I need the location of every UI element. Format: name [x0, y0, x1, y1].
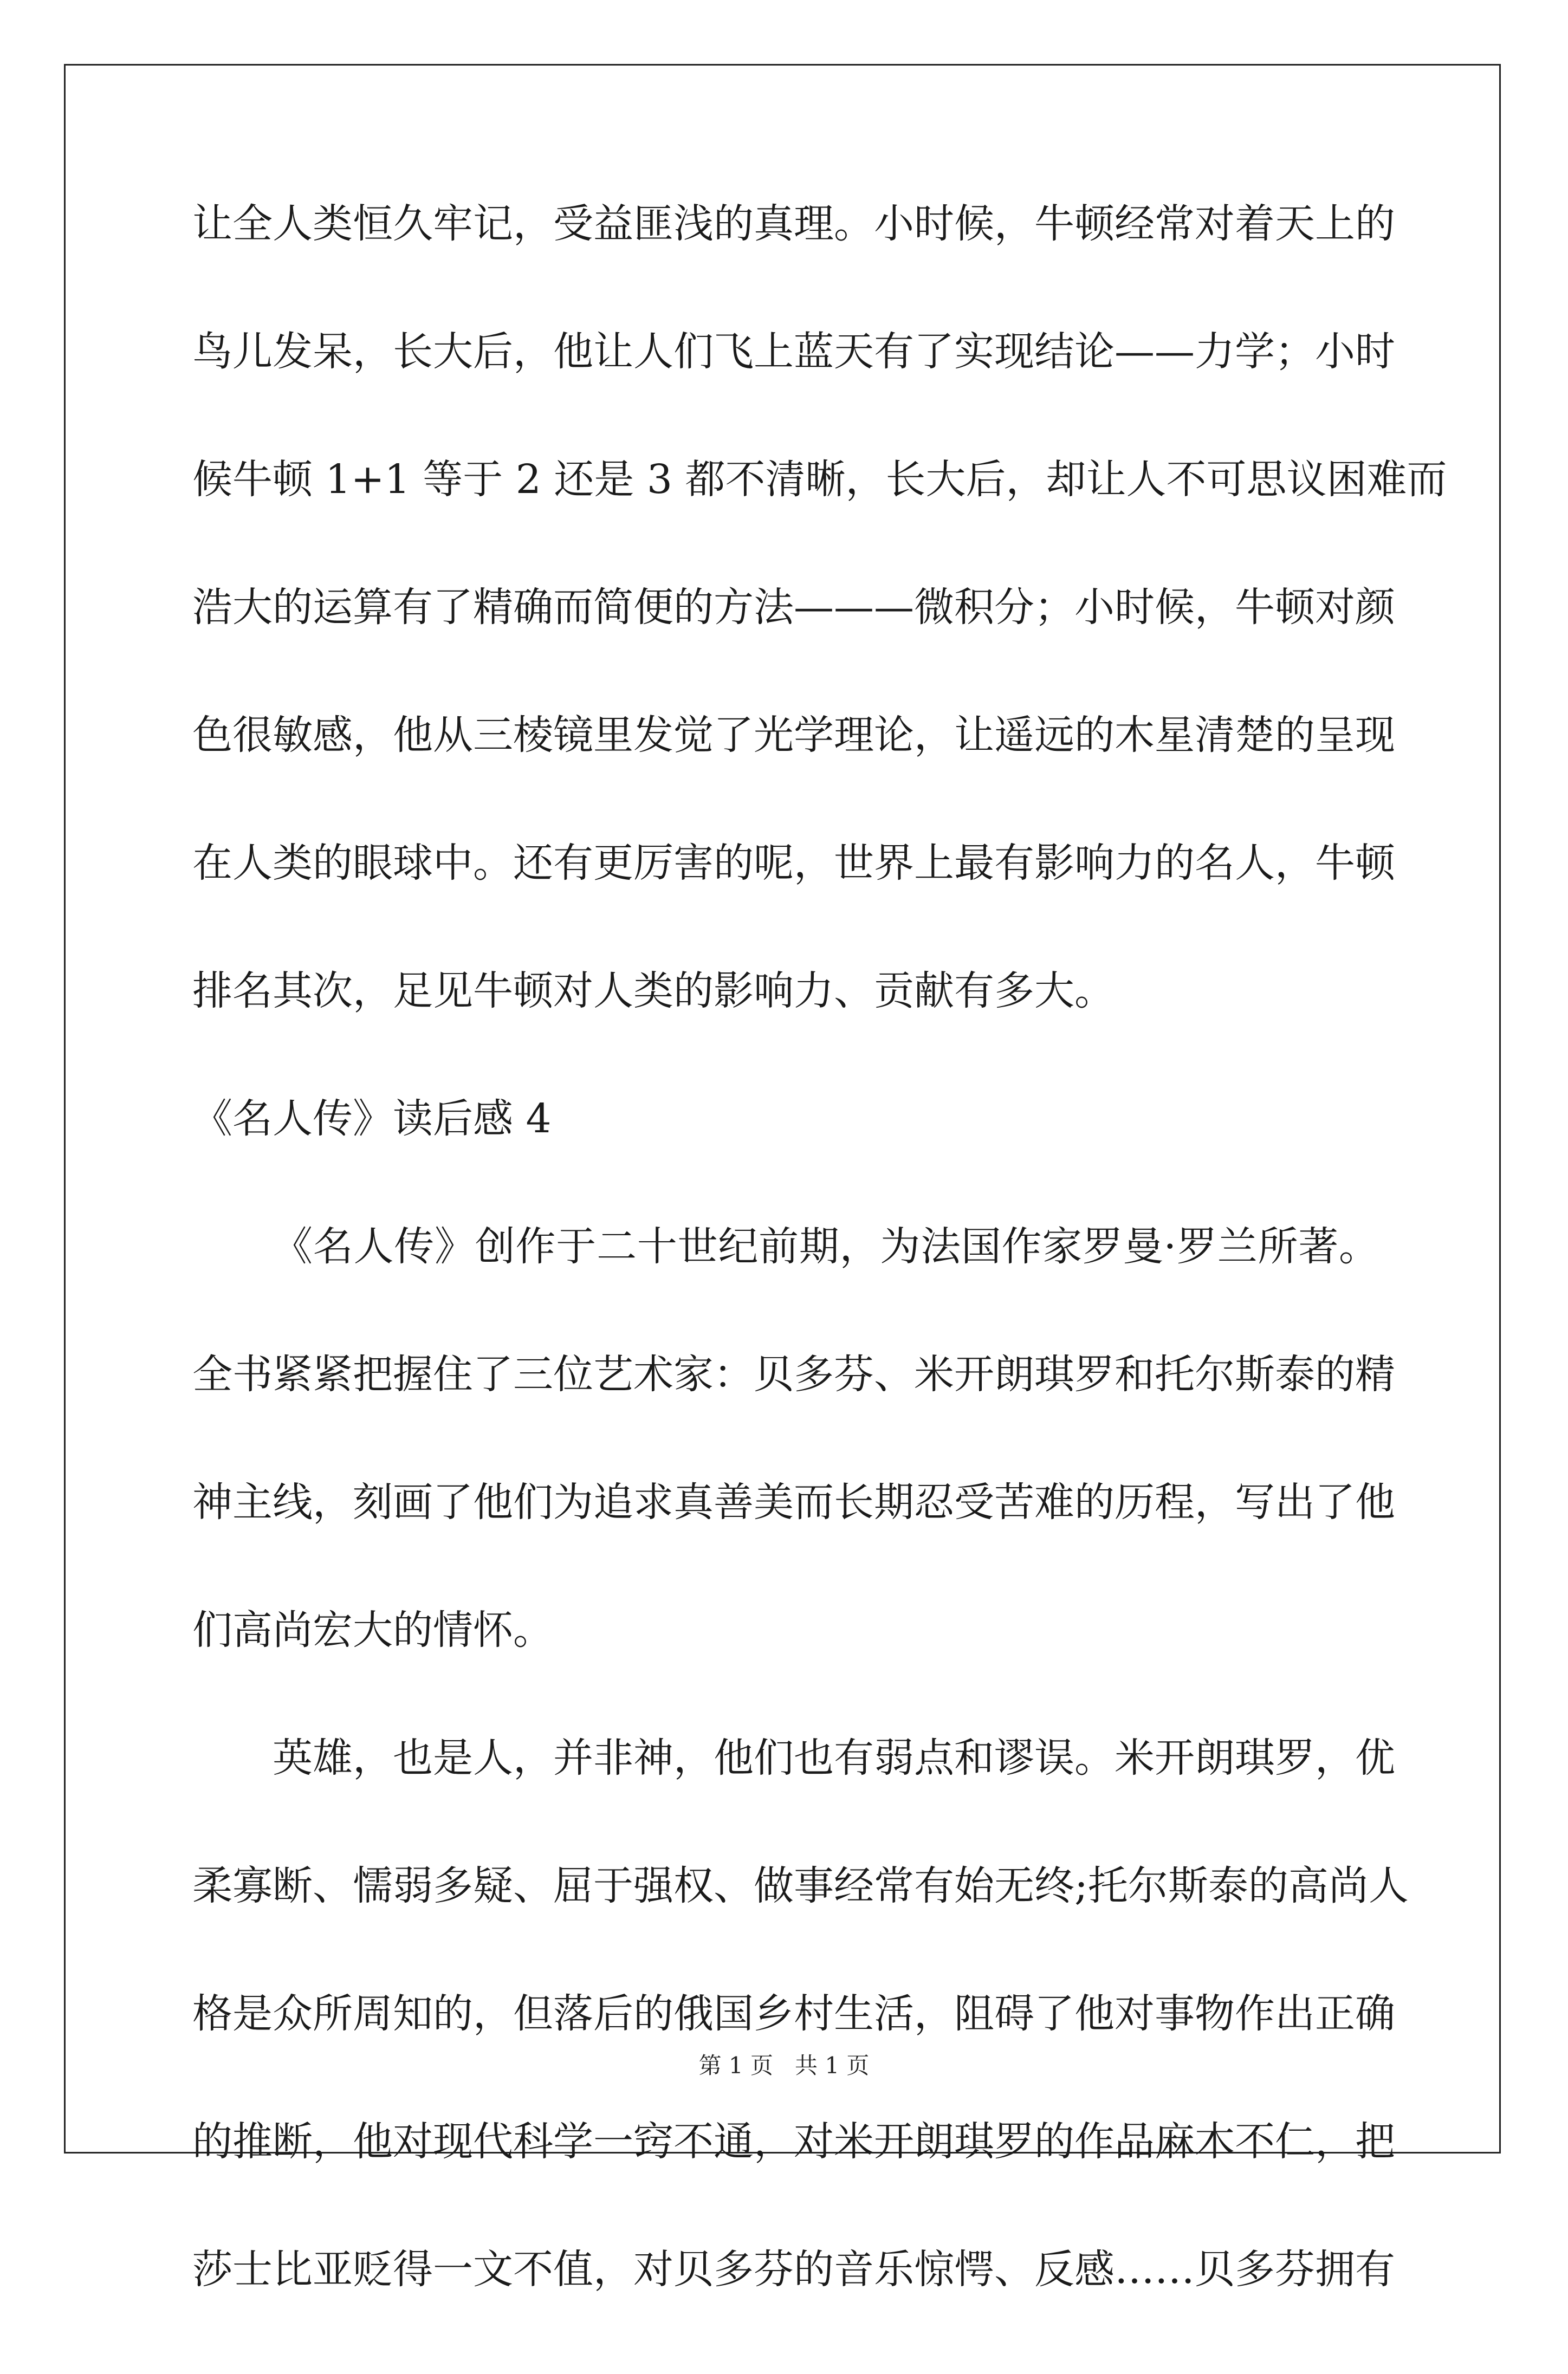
page-footer — [0, 2052, 1568, 2079]
paragraph-line: 色很敏感，他从三棱镜里发觉了光学理论，让遥远的木星清楚的呈现 — [192, 712, 1395, 758]
page-total: 共 1 页 — [795, 2052, 870, 2079]
paragraph-line: 莎士比亚贬得一文不值，对贝多芬的音乐惊愕、反感……贝多芬拥有 — [192, 2246, 1395, 2293]
paragraph-line: 排名其次，足见牛顿对人类的影响力、贡献有多大。 — [192, 968, 1115, 1014]
paragraph-line: 们高尚宏大的情怀。 — [192, 1607, 553, 1653]
page-number: 第 1 页 — [698, 2052, 773, 2079]
paragraph-line: 的推断，他对现代科学一窍不通，对米开朗琪罗的作品麻木不仁，把 — [192, 2118, 1395, 2165]
paragraph-line: 候牛顿 1+1 等于 2 还是 3 都不清晰，长大后，却让人不可思议困难而 — [192, 456, 1447, 503]
paragraph-line: 鸟儿发呆，长大后，他让人们飞上蓝天有了实现结论——力学；小时 — [192, 328, 1395, 375]
section-heading: 《名人传》读后感 4 — [192, 1095, 552, 1142]
paragraph-line: 全书紧紧把握住了三位艺术家：贝多芬、米开朗琪罗和托尔斯泰的精 — [192, 1351, 1395, 1398]
paragraph-line: 浩大的运算有了精确而简便的方法———微积分；小时候，牛顿对颜 — [192, 584, 1395, 631]
document-body — [192, 200, 1447, 2374]
paragraph-line: 《名人传》创作于二十世纪前期，为法国作家罗曼·罗兰所著。 — [273, 1223, 1379, 1270]
paragraph-line: 格是众所周知的，但落后的俄国乡村生活，阻碍了他对事物作出正确 — [192, 1990, 1395, 2037]
paragraph-line: 让全人类恒久牢记，受益匪浅的真理。小时候，牛顿经常对着天上的 — [192, 200, 1395, 247]
paragraph-line: 神主线，刻画了他们为追求真善美而长期忍受苦难的历程，写出了他 — [192, 1479, 1395, 1526]
paragraph-line: 英雄，也是人，并非神，他们也有弱点和谬误。米开朗琪罗，优 — [273, 1735, 1395, 1781]
paragraph-line: 在人类的眼球中。还有更厉害的呢，世界上最有影响力的名人，牛顿 — [192, 840, 1395, 886]
paragraph-line: 柔寡断、懦弱多疑、屈于强权、做事经常有始无终;托尔斯泰的高尚人 — [192, 1863, 1409, 1909]
